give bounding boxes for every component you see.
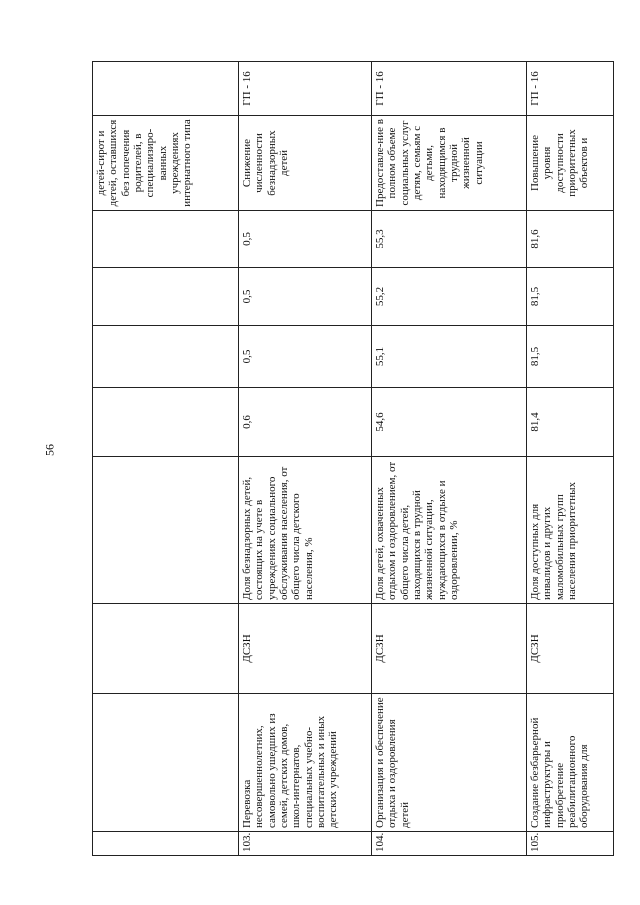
table-row (239, 62, 372, 856)
row-number (93, 832, 239, 856)
value-cell-2: 0,5 (239, 326, 372, 388)
value-cell-4: 55,3 (372, 211, 527, 268)
value-cell-3: 81,5 (527, 268, 614, 326)
result-cell: Повышение уровня доступности приоритетных объектов и (527, 116, 614, 211)
value-cell-2: 81,5 (527, 326, 614, 388)
row-number: 105. (527, 832, 614, 856)
event-cell: Создание безбарьерной инфраструктуры и приобретение реабилитационного оборудования для (527, 694, 614, 832)
rotated-table-wrapper (92, 62, 613, 856)
event-cell (93, 694, 239, 832)
value-cell-3: 55,2 (372, 268, 527, 326)
result-cell: детей-сирот и детей, оставшихся без попечения родителей, в специализиро-ванных учреждениях интернатного типа (93, 116, 239, 211)
value-cell-4 (93, 211, 239, 268)
page-number: 56 (42, 444, 57, 456)
result-cell: Снижение численности безнадзорных детей (239, 116, 372, 211)
table-frame (92, 62, 613, 856)
executor-cell (93, 604, 239, 694)
row-number: 103. (239, 832, 372, 856)
indicator-cell: Доля безнадзорных детей, состоящих на учете в учреждениях социального обслуживания населения, от общего числа детского населения, % (239, 457, 372, 604)
value-cell-2: 55,1 (372, 326, 527, 388)
event-cell: Перевозка несовершеннолетних, самовольно ушедших из семей, детских домов, школ-интернатов, специальных учебно-воспитательных и иных детских учреждений (239, 694, 372, 832)
value-cell-1: 54,6 (372, 388, 527, 457)
indicator-cell: Доля детей, охваченных отдыхом и оздоровлением, от общего числа детей, находящихся в трудной жизненной ситуации, нуждающихся в отдыхе и оздоровлении, % (372, 457, 527, 604)
table-row (372, 62, 527, 856)
value-cell-1: 0,6 (239, 388, 372, 457)
value-cell-2 (93, 326, 239, 388)
executor-cell: ДСЗН (372, 604, 527, 694)
value-cell-3 (93, 268, 239, 326)
program-cell: ГП - 16 (527, 62, 614, 116)
value-cell-3: 0,5 (239, 268, 372, 326)
event-cell: Организация и обеспечение отдыха и оздоровления детей (372, 694, 527, 832)
indicator-cell (93, 457, 239, 604)
program-cell: ГП - 16 (372, 62, 527, 116)
value-cell-4: 0,5 (239, 211, 372, 268)
program-cell (93, 62, 239, 116)
value-cell-4: 81,6 (527, 211, 614, 268)
table-row (527, 62, 614, 856)
row-number: 104. (372, 832, 527, 856)
indicator-cell: Доля доступных для инвалидов и других маломобильных групп населения приоритетных (527, 457, 614, 604)
value-cell-1: 81,4 (527, 388, 614, 457)
measures-table (92, 61, 614, 856)
executor-cell: ДСЗН (527, 604, 614, 694)
executor-cell: ДСЗН (239, 604, 372, 694)
table-row (93, 62, 239, 856)
program-cell: ГП - 16 (239, 62, 372, 116)
value-cell-1 (93, 388, 239, 457)
result-cell: Предоставле-ние в полном объеме социальных услуг детям, семьям с детьми, находящимся в трудной жизненной ситуации (372, 116, 527, 211)
